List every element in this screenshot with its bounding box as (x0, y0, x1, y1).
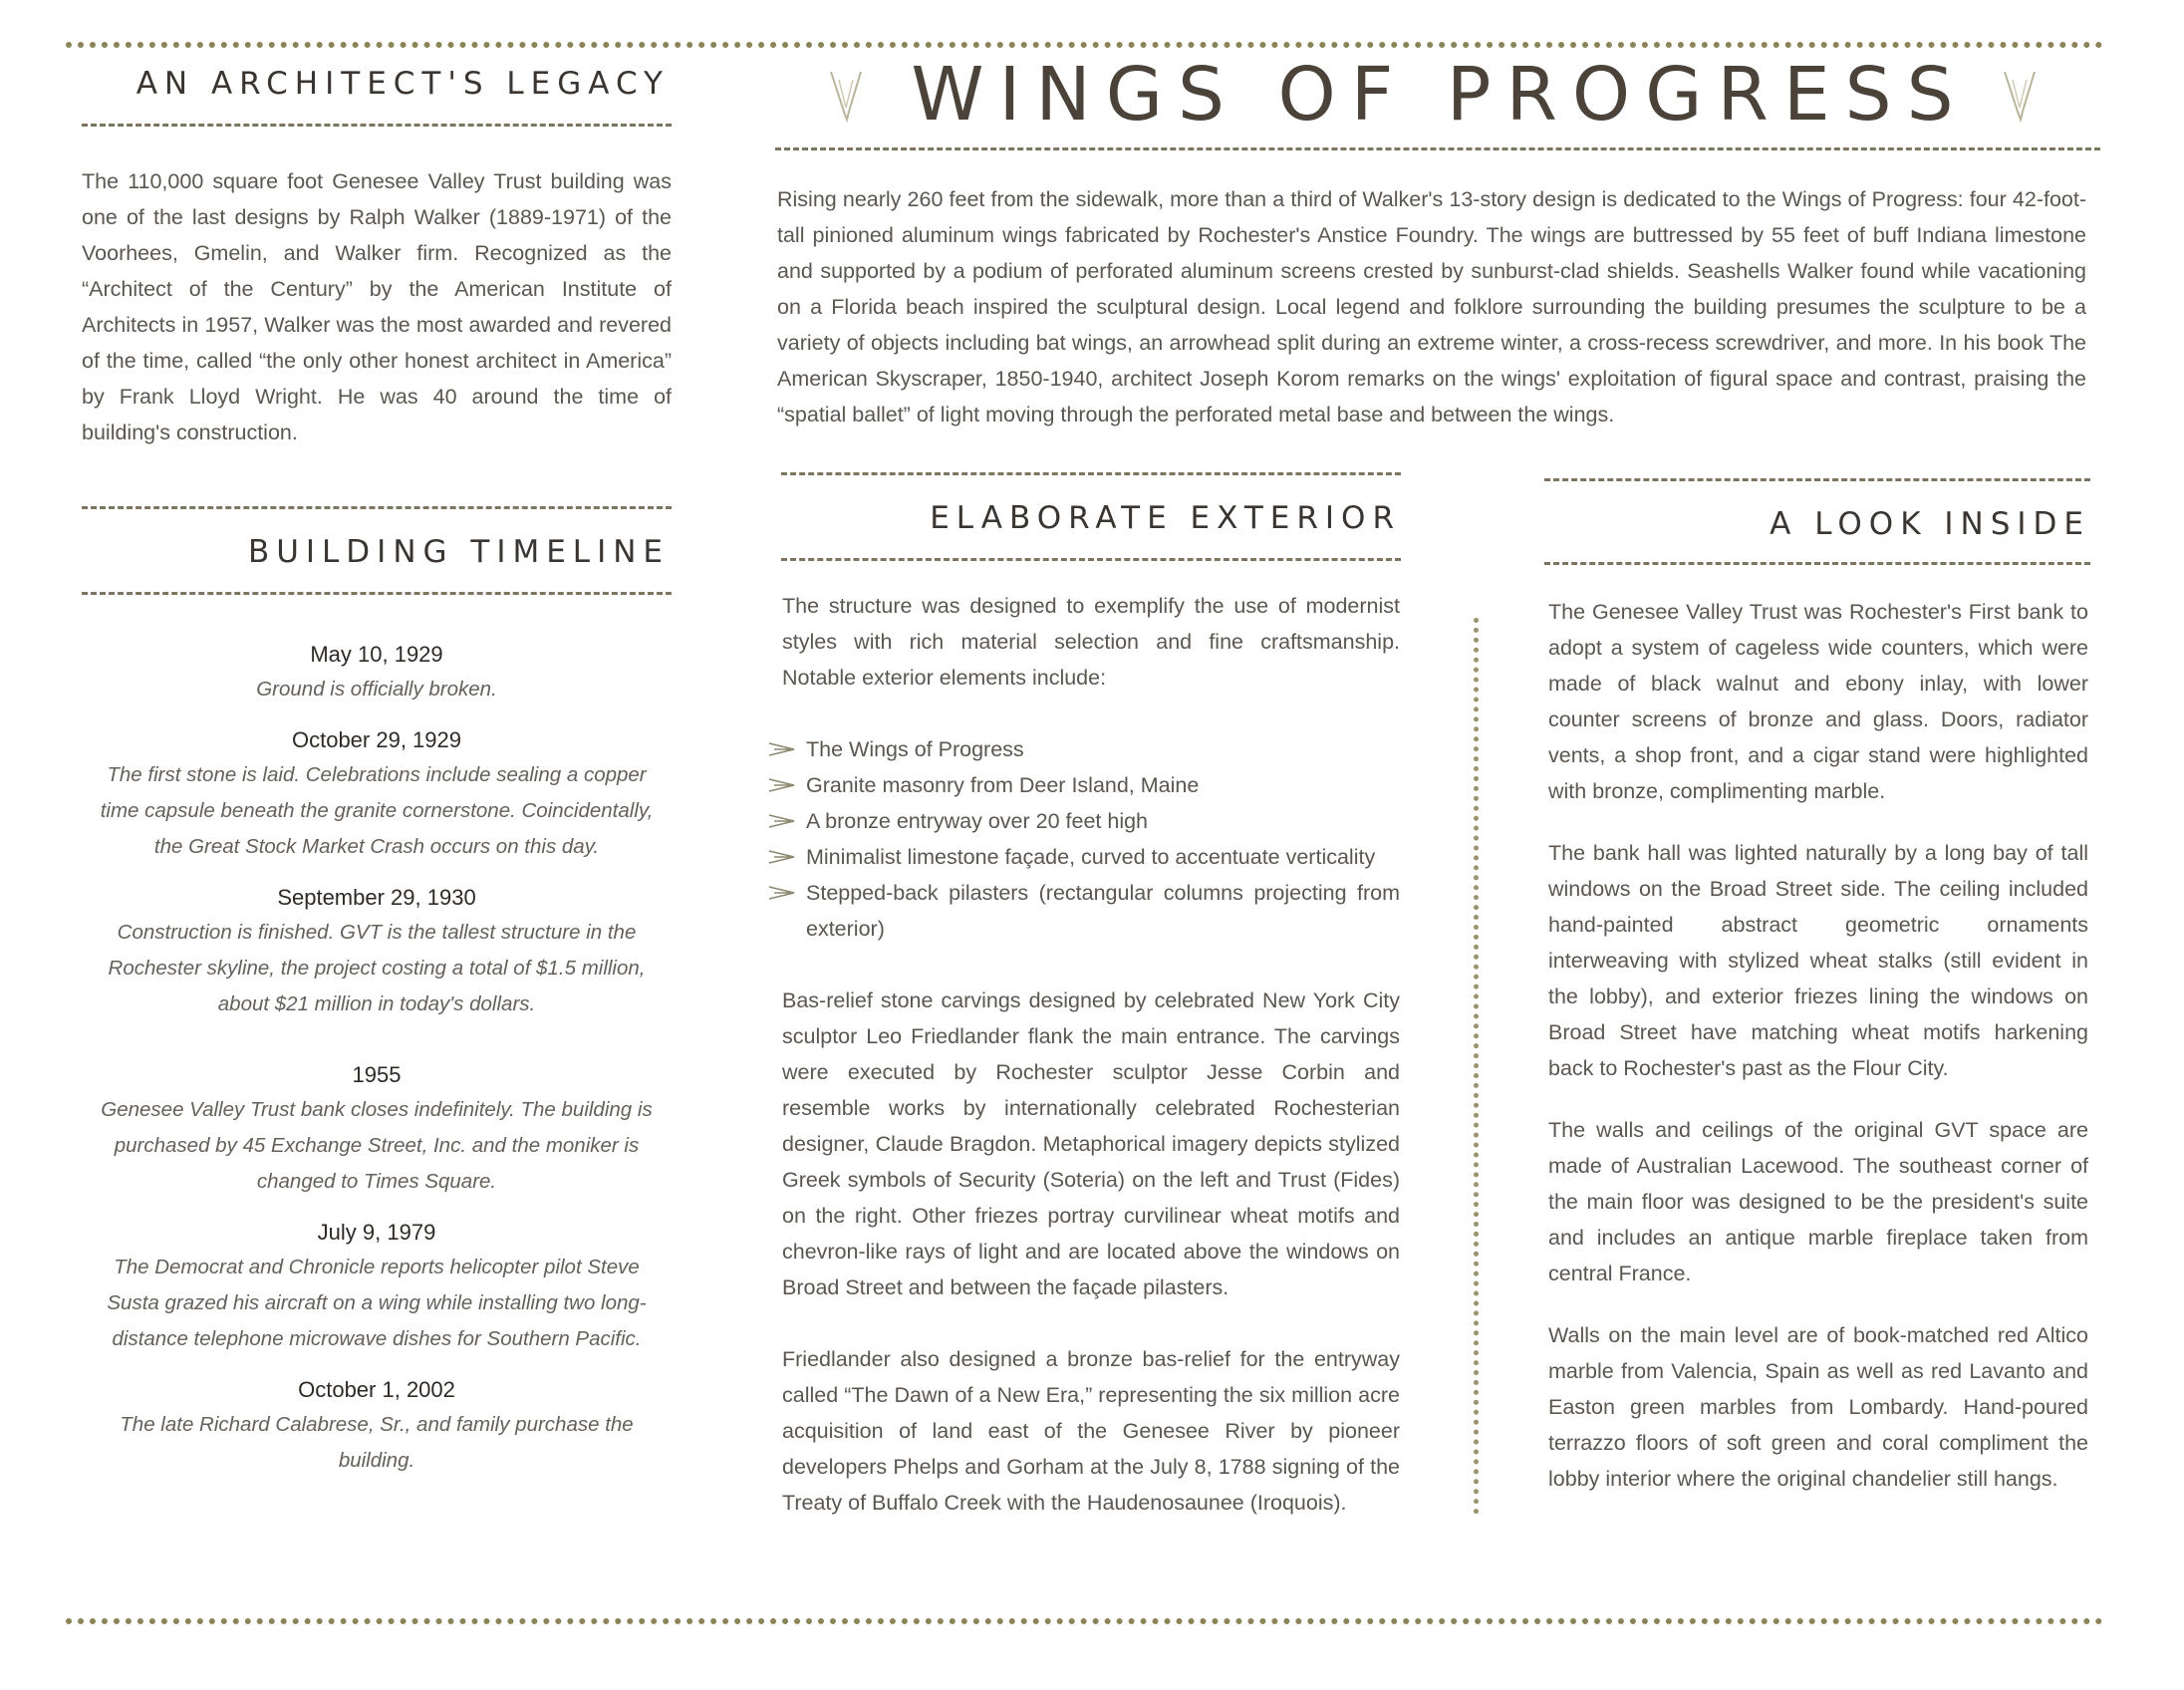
inside-heading: A LOOK INSIDE (1770, 506, 2090, 542)
inside-paragraph: The bank hall was lighted naturally by a long bay of tall windows on the Broad Street side. The ceiling included hand-painted abstract geometric ornaments interweaving with stylized wheat stalks (still evident in the lobby), and exterior friezes lining the windows on Broad Street have matching wheat motifs harkening back to Rochester's past as the Flour City. (1548, 841, 2088, 1080)
list-item (768, 839, 1400, 875)
timeline-rule-bottom (82, 592, 672, 595)
timeline-date: 1955 (352, 1062, 402, 1087)
timeline-date: July 9, 1979 (317, 1220, 436, 1245)
list-item (768, 731, 1400, 767)
intro-text: Rising nearly 260 feet from the sidewalk, more than a third of Walker's 13-story design is dedicated to the Wings of Progress: four 42-foot-tall pinioned aluminum wings fabricated by Rochester's Anstice Foundry. The wings are buttressed by 55 feet of buff Indiana limestone and supported by a podium of perforated aluminum screens crested by sunburst-clad shields. Seashells Walker found while vacationing on a Florida beach inspired the sculptural design. Local legend and folklore surrounding the building presumes the sculpture to be a variety of objects including bat wings, an arrowhead split during an extreme winter, a cross-recess screwdriver, and more. In his book The American Skyscraper, 1850-1940, architect Joseph Korom remarks on the wings' exploitation of figural space and contrast, praising the “spatial ballet” of light moving through the perforated metal base and between the wings. (777, 187, 2086, 426)
exterior-rule-top (781, 472, 1401, 475)
timeline-desc: The first stone is laid. Celebrations include sealing a copper time capsule beneath the granite cornerstone. Coincidentally, the Great Stock Market Crash occurs on this day. (100, 763, 654, 858)
inside-rule-top (1544, 478, 2090, 481)
timeline-item (92, 723, 662, 865)
timeline-date: October 29, 1929 (291, 727, 461, 752)
timeline-desc: Construction is finished. GVT is the tallest structure in the Rochester skyline, the project costing a total of $1.5 million, about $21 million in today's dollars. (108, 921, 646, 1015)
bottom-border (66, 1618, 2103, 1624)
arrow-icon (768, 777, 796, 793)
exterior-paragraph: Bas-relief stone carvings designed by celebrated New York City sculptor Leo Friedlander flank the main entrance. The carvings were executed by Rochester sculptor Jesse Corbin and resemble works by internationally celebrated Rochesterian designer, Claude Bragdon. Metaphorical imagery depicts stylized Greek symbols of Security (Soteria) on the left and Trust (Fides) on the right. Other friezes portray curvilinear wheat motifs and chevron-like rays of light and are located above the windows on Broad Street and between the façade pilasters. (782, 988, 1400, 1299)
exterior-rule-bottom (781, 558, 1401, 561)
wing-icon (829, 68, 863, 126)
feature-text: A bronze entryway over 20 feet high (806, 809, 1149, 833)
timeline-desc: The late Richard Calabrese, Sr., and family purchase the building. (120, 1413, 634, 1472)
inside-paragraph: Walls on the main level are of book-matched red Altico marble from Valencia, Spain as well as red Lavanto and Easton green marbles from Lombardy. Hand-poured terrazzo floors of soft green and coral compliment the lobby interior where the original chandelier still hangs. (1548, 1323, 2088, 1491)
timeline-date: May 10, 1929 (310, 642, 443, 667)
list-item (768, 767, 1400, 803)
timeline-item (92, 638, 662, 707)
inside-body (1548, 594, 2088, 1497)
list-item (768, 875, 1400, 947)
feature-text: The Wings of Progress (806, 737, 1024, 761)
wing-icon (2003, 68, 2037, 126)
inside-paragraph: The Genesee Valley Trust was Rochester's First bank to adopt a system of cageless wide counters, which were made of black walnut and ebony inlay, with lower counter screens of bronze and glass. Doors, radiator vents, a shop front, and a cigar stand were highlighted with bronze, complimenting marble. (1548, 600, 2088, 803)
timeline-desc: Genesee Valley Trust bank closes indefinitely. The building is purchased by 45 Exchange Street, Inc. and the moniker is changed to Times Square. (101, 1098, 653, 1193)
timeline-desc: The Democrat and Chronicle reports helicopter pilot Steve Susta grazed his aircraft on a wing while installing two long-distance telephone microwave dishes for Southern Pacific. (107, 1256, 647, 1350)
feature-text: Stepped-back pilasters (rectangular columns projecting from exterior) (806, 881, 1400, 941)
timeline-heading: BUILDING TIMELINE (247, 534, 670, 570)
arrow-icon (768, 885, 796, 901)
timeline-item (92, 1216, 662, 1357)
exterior-paragraph: Friedlander also designed a bronze bas-relief for the entryway called “The Dawn of a New Era,” representing the six million acre acquisition of land east of the Genesee River by pioneer developers Phelps and Gorham at the July 8, 1788 signing of the Treaty of Buffalo Creek with the Haudenosaunee (Iroquois). (782, 1347, 1400, 1515)
timeline-item (92, 1373, 662, 1479)
arrow-icon (768, 741, 796, 757)
legacy-rule (82, 124, 672, 127)
arrow-icon (768, 849, 796, 865)
top-border (66, 42, 2103, 48)
timeline-item (92, 1058, 662, 1200)
feature-list (768, 731, 1400, 947)
legacy-heading: AN ARCHITECT'S LEGACY (136, 66, 670, 102)
timeline-desc: Ground is officially broken. (256, 678, 497, 701)
inside-rule-bottom (1544, 562, 2090, 565)
legacy-text: The 110,000 square foot Genesee Valley Trust building was one of the last designs by Ralph Walker (1889-1971) of the Voorhees, Gmelin, and Walker firm. Recognized as the “Architect of the Century” by the American Institute of Architects in 1957, Walker was the most awarded and revered of the time, called “the only other honest architect in America” by Frank Lloyd Wright. He was 40 around the time of building's construction. (82, 169, 672, 444)
column-divider (1474, 618, 1479, 1515)
list-item (768, 803, 1400, 839)
timeline-rule-top (82, 506, 672, 509)
title-rule (775, 147, 2100, 150)
arrow-icon (768, 813, 796, 829)
inside-paragraph: The walls and ceilings of the original GVT space are made of Australian Lacewood. The southeast corner of the main floor was designed to be the president's suite and includes an antique marble fireplace taken from central France. (1548, 1118, 2088, 1285)
exterior-body (782, 588, 1400, 1521)
page-title: WINGS OF PROGRESS (911, 52, 1969, 138)
timeline-date: October 1, 2002 (298, 1377, 455, 1402)
feature-text: Granite masonry from Deer Island, Maine (806, 773, 1200, 797)
timeline-date: September 29, 1930 (277, 885, 476, 910)
timeline-list (92, 638, 662, 1479)
feature-text: Minimalist limestone façade, curved to accentuate verticality (806, 845, 1376, 869)
exterior-intro: The structure was designed to exemplify the use of modernist styles with rich material selection and fine craftsmanship. Notable exterior elements include: (782, 594, 1400, 690)
timeline-item (92, 881, 662, 1022)
exterior-heading: ELABORATE EXTERIOR (930, 500, 1401, 536)
